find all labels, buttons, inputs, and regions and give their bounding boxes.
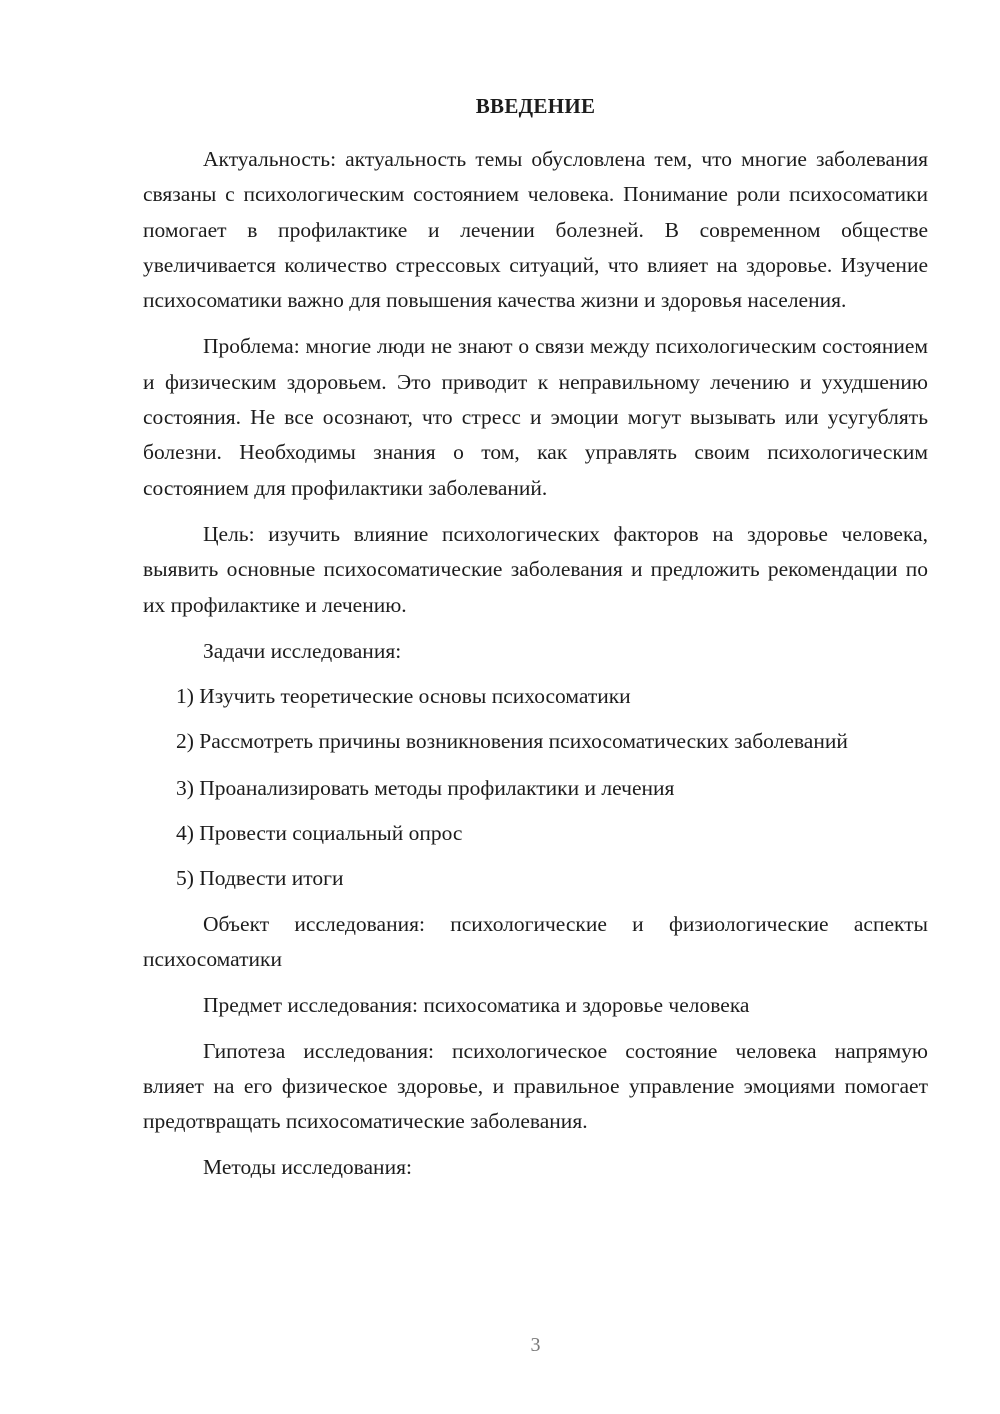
research-subject: Предмет исследования: психосоматика и здоровье человека — [203, 993, 750, 1018]
task-item-4: 4) Провести социальный опрос — [176, 821, 463, 846]
research-hypothesis: Гипотеза исследования: психологическое состояние человека напрямую влияет на его физическое здоровье, и правильное управление эмоциями помогает предотвращать психосоматические заболевания. — [143, 1038, 928, 1134]
task-item-5: 5) Подвести итоги — [176, 866, 344, 891]
page-number: 3 — [530, 1334, 541, 1356]
goal-paragraph: Цель: изучить влияние психологических факторов на здоровье человека, выявить основные психосоматические заболевания и предложить рекомендации по их профилактике и лечению. — [143, 521, 928, 617]
task-item-1: 1) Изучить теоретические основы психосоматики — [176, 684, 631, 709]
document-body — [143, 142, 928, 1196]
tasks-heading: Задачи исследования: — [203, 638, 402, 663]
research-object: Объект исследования: психологические и физиологические аспекты психосоматики — [143, 911, 928, 971]
document-page — [143, 0, 928, 1414]
methods-heading: Методы исследования: — [203, 1155, 412, 1180]
problem-paragraph: Проблема: многие люди не знают о связи между психологическим состоянием и физическим здоровьем. Это приводит к неправильному лечению и ухудшению состояния. Не все осознают, что стресс и эмоции могут вызывать или усугублять болезни. Необходимы знания о том, как управлять своим психологическим состоянием для профилактики заболеваний. — [143, 334, 928, 500]
relevance-paragraph: Актуальность: актуальность темы обусловлена тем, что многие заболевания связаны с психологическим состоянием человека. Понимание роли психосоматики помогает в профилактике и лечении болезней. В современном обществе увеличивается количество стрессовых ситуаций, что влияет на здоровье. Изучение психосоматики важно для повышения качества жизни и здоровья населения. — [143, 147, 928, 313]
page-title: ВВЕДЕНИЕ — [475, 94, 596, 118]
task-item-2: 2) Рассмотреть причины возникновения психосоматических заболеваний — [176, 729, 848, 754]
task-item-3: 3) Проанализировать методы профилактики и лечения — [176, 775, 675, 800]
